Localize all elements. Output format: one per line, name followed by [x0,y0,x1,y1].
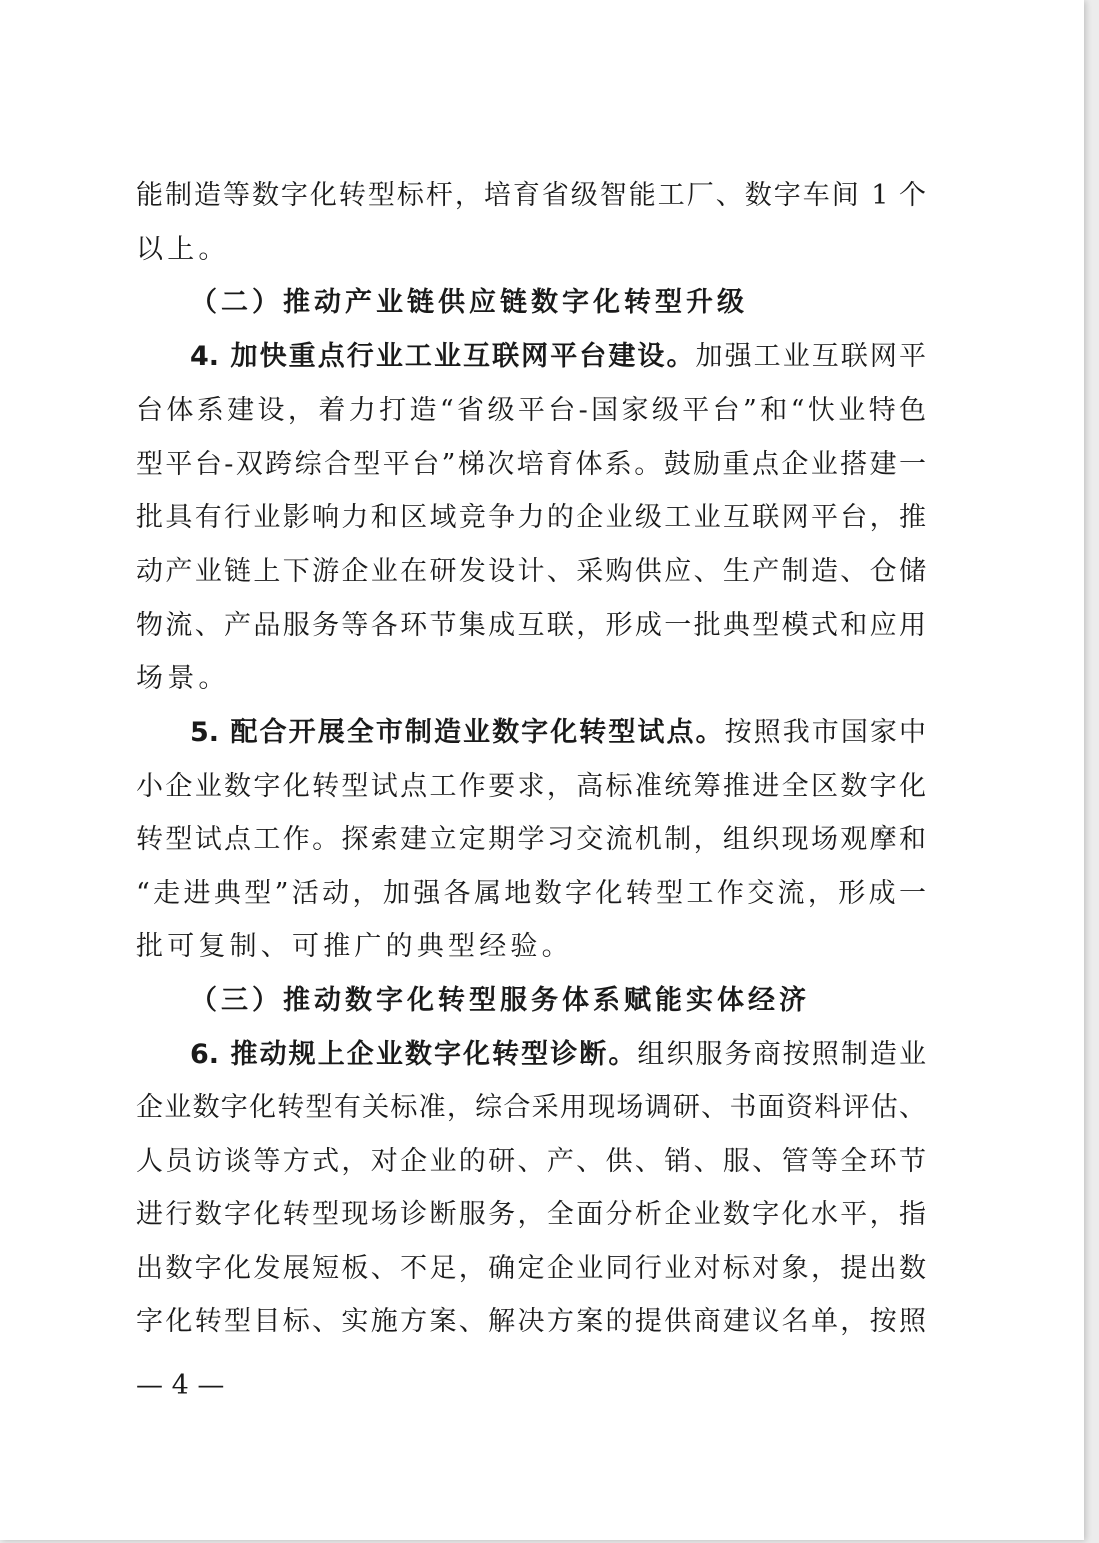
body-line: 人员访谈等方式，对企业的研、产、供、销、服、管等全环节 [136,1146,926,1177]
item-title: 4. 加快重点行业工业互联网平台建设。 [190,341,696,372]
body-line: 批具有行业影响力和区域竞争力的企业级工业互联网平台，推 [136,502,926,533]
page-number: — 4 — [136,1370,225,1401]
body-line: 能制造等数字化转型标杆，培育省级智能工厂、数字车间 1 个 [136,180,926,211]
body-line: 小企业数字化转型试点工作要求，高标准统筹推进全区数字化 [136,771,926,802]
section-heading: （三）推动数字化转型服务体系赋能实体经济 [190,985,810,1016]
item-text: 加强工业互联网平 [695,341,926,372]
item-title: 5. 配合开展全市制造业数字化转型试点。 [190,717,725,748]
paragraph-first-line [190,715,926,751]
section-heading: （二）推动产业链供应链数字化转型升级 [190,287,748,318]
body-line: 动产业链上下游企业在研发设计、采购供应、生产制造、仓储 [136,556,926,587]
body-line: 型平台-双跨综合型平台”梯次培育体系。鼓励重点企业搭建一 [136,449,926,480]
body-line: 企业数字化转型有关标准，综合采用现场调研、书面资料评估、 [136,1092,926,1123]
paragraph-first-line [190,339,926,375]
body-line: 台体系建设，着力打造“省级平台-国家级平台”和“忕业特色 [136,395,926,426]
item-text: 按照我市国家中 [724,717,926,748]
body-line: 字化转型目标、实施方案、解决方案的提供商建议名单，按照 [136,1306,926,1337]
body-line: 出数字化发展短板、不足，确定企业同行业对标对象，提出数 [136,1253,926,1284]
item-title: 6. 推动规上企业数字化转型诊断。 [190,1039,638,1070]
body-line: “走进典型”活动，加强各属地数字化转型工作交流，形成一 [136,878,926,909]
item-text: 组织服务商按照制造业 [637,1039,927,1070]
body-line: 批可复制、可推广的典型经验。 [136,931,573,962]
body-line: 物流、产品服务等各环节集成互联，形成一批典型模式和应用 [136,610,926,641]
body-line: 以上。 [136,234,230,265]
body-line: 转型试点工作。探索建立定期学习交流机制，组织现场观摩和 [136,824,926,855]
body-line: 场景。 [136,663,230,694]
paragraph-first-line [190,1037,926,1073]
body-line: 进行数字化转型现场诊断服务，全面分析企业数字化水平，指 [136,1199,926,1230]
